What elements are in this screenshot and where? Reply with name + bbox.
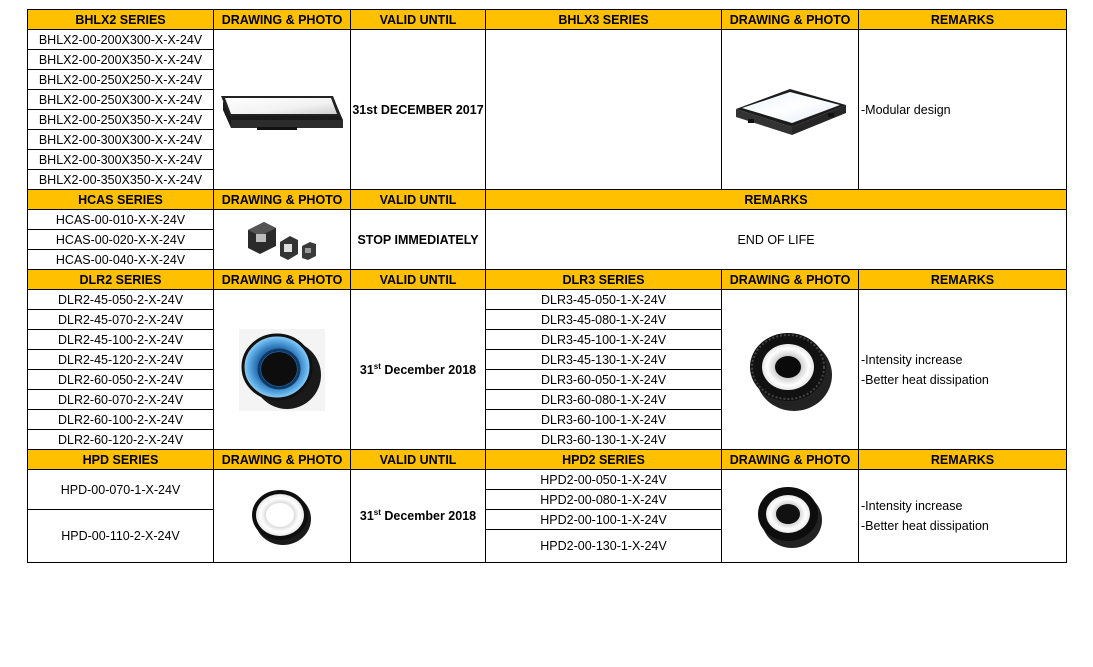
header-remarks: REMARKS	[859, 10, 1067, 30]
bhlx2-photo-cell	[214, 30, 351, 190]
model-cell: BHLX2-00-300X300-X-X-24V	[28, 130, 214, 150]
dlr-header-row	[28, 270, 1067, 290]
header-valid-until: VALID UNTIL	[351, 450, 486, 470]
model-cell: HPD-00-070-1-X-24V	[28, 470, 214, 510]
header-drawing-photo: DRAWING & PHOTO	[214, 190, 351, 210]
hcas-valid-until: STOP IMMEDIATELY	[351, 210, 486, 270]
hpd2-photo-cell	[722, 470, 859, 563]
model-cell: DLR2-45-100-2-X-24V	[28, 330, 214, 350]
model-cell: HCAS-00-040-X-X-24V	[28, 250, 214, 270]
model-cell: DLR2-60-070-2-X-24V	[28, 390, 214, 410]
model-cell: HPD-00-110-2-X-24V	[28, 510, 214, 563]
model-cell: HCAS-00-010-X-X-24V	[28, 210, 214, 230]
header-drawing-photo: DRAWING & PHOTO	[214, 10, 351, 30]
header-drawing-photo: DRAWING & PHOTO	[214, 270, 351, 290]
header-hpd-series: HPD SERIES	[28, 450, 214, 470]
remark-line: -Intensity increase	[861, 352, 963, 367]
hcas-photo-cell	[214, 210, 351, 270]
new-model-cell: DLR3-45-130-1-X-24V	[486, 350, 722, 370]
light-panel-image	[728, 75, 852, 145]
header-drawing-photo: DRAWING & PHOTO	[722, 10, 859, 30]
valid-day: 31	[359, 362, 374, 377]
dlr-remarks	[859, 290, 1067, 450]
hpd-header-row	[28, 450, 1067, 470]
bhlx3-photo-cell	[722, 30, 859, 190]
model-cell: BHLX2-00-300X350-X-X-24V	[28, 150, 214, 170]
bhlx-header-row	[28, 10, 1067, 30]
model-cell: DLR2-45-070-2-X-24V	[28, 310, 214, 330]
model-cell: DLR2-60-120-2-X-24V	[28, 430, 214, 450]
model-cell: HCAS-00-020-X-X-24V	[28, 230, 214, 250]
model-cell: BHLX2-00-200X350-X-X-24V	[28, 50, 214, 70]
remark-line: -Intensity increase	[861, 499, 963, 513]
table-row	[28, 30, 1067, 50]
hcas-module-image	[242, 216, 322, 264]
model-cell: BHLX2-00-250X250-X-X-24V	[28, 70, 214, 90]
table-row	[28, 470, 1067, 490]
dlr-valid-until	[351, 290, 486, 450]
valid-ordinal: st	[373, 361, 381, 371]
bhlx-remarks	[859, 30, 1067, 190]
model-cell: BHLX2-00-350X350-X-X-24V	[28, 170, 214, 190]
dlr3-ring-light-image	[742, 325, 838, 415]
header-remarks: REMARKS	[859, 270, 1067, 290]
model-cell: BHLX2-00-250X300-X-X-24V	[28, 90, 214, 110]
light-panel-image	[217, 80, 347, 140]
hpd-valid-until	[351, 470, 486, 563]
header-remarks: REMARKS	[859, 450, 1067, 470]
hcas-remarks: END OF LIFE	[486, 210, 1067, 270]
hcas-header-row	[28, 190, 1067, 210]
valid-month-year: December 2018	[380, 509, 477, 523]
dlr2-photo-cell	[214, 290, 351, 450]
header-dlr2-series: DLR2 SERIES	[28, 270, 214, 290]
hpd-ring-light-image	[250, 484, 314, 548]
valid-day: 31	[359, 509, 374, 523]
hpd-photo-cell	[214, 470, 351, 563]
header-drawing-photo: DRAWING & PHOTO	[722, 270, 859, 290]
model-cell: DLR2-45-050-2-X-24V	[28, 290, 214, 310]
bhlx-valid-until: 31st DECEMBER 2017	[351, 30, 486, 190]
new-model-cell: DLR3-60-130-1-X-24V	[486, 430, 722, 450]
new-model-cell: DLR3-60-100-1-X-24V	[486, 410, 722, 430]
model-cell: DLR2-60-100-2-X-24V	[28, 410, 214, 430]
new-model-cell: HPD2-00-130-1-X-24V	[486, 530, 722, 563]
header-bhlx2-series: BHLX2 SERIES	[28, 10, 214, 30]
hpd-remarks	[859, 470, 1067, 563]
dlr3-photo-cell	[722, 290, 859, 450]
new-model-cell: DLR3-60-050-1-X-24V	[486, 370, 722, 390]
header-valid-until: VALID UNTIL	[351, 190, 486, 210]
remark-line: -Better heat dissipation	[861, 519, 989, 533]
remark-line: -Better heat dissipation	[861, 372, 989, 387]
new-model-cell: HPD2-00-080-1-X-24V	[486, 490, 722, 510]
header-remarks: REMARKS	[486, 190, 1067, 210]
header-hcas-series: HCAS SERIES	[28, 190, 214, 210]
table-row	[28, 290, 1067, 310]
header-dlr3-series: DLR3 SERIES	[486, 270, 722, 290]
model-cell: DLR2-60-050-2-X-24V	[28, 370, 214, 390]
product-validity-table	[27, 9, 1067, 563]
valid-month-year: December 2018	[380, 362, 477, 377]
new-model-cell: HPD2-00-050-1-X-24V	[486, 470, 722, 490]
new-model-cell: HPD2-00-100-1-X-24V	[486, 510, 722, 530]
remark-line: -Modular design	[861, 102, 951, 117]
header-hpd2-series: HPD2 SERIES	[486, 450, 722, 470]
model-cell: BHLX2-00-200X300-X-X-24V	[28, 30, 214, 50]
model-cell: BHLX2-00-250X350-X-X-24V	[28, 110, 214, 130]
header-bhlx3-series: BHLX3 SERIES	[486, 10, 722, 30]
header-drawing-photo: DRAWING & PHOTO	[214, 450, 351, 470]
table-row	[28, 210, 1067, 230]
hpd2-ring-light-image	[754, 480, 826, 552]
new-model-cell: DLR3-45-100-1-X-24V	[486, 330, 722, 350]
bhlx3-series-cell	[486, 30, 722, 190]
dlr2-ring-light-image	[237, 327, 327, 413]
valid-ordinal: st	[373, 508, 381, 517]
new-model-cell: DLR3-45-080-1-X-24V	[486, 310, 722, 330]
new-model-cell: DLR3-60-080-1-X-24V	[486, 390, 722, 410]
new-model-cell: DLR3-45-050-1-X-24V	[486, 290, 722, 310]
header-valid-until: VALID UNTIL	[351, 10, 486, 30]
header-valid-until: VALID UNTIL	[351, 270, 486, 290]
model-cell: DLR2-45-120-2-X-24V	[28, 350, 214, 370]
header-drawing-photo: DRAWING & PHOTO	[722, 450, 859, 470]
